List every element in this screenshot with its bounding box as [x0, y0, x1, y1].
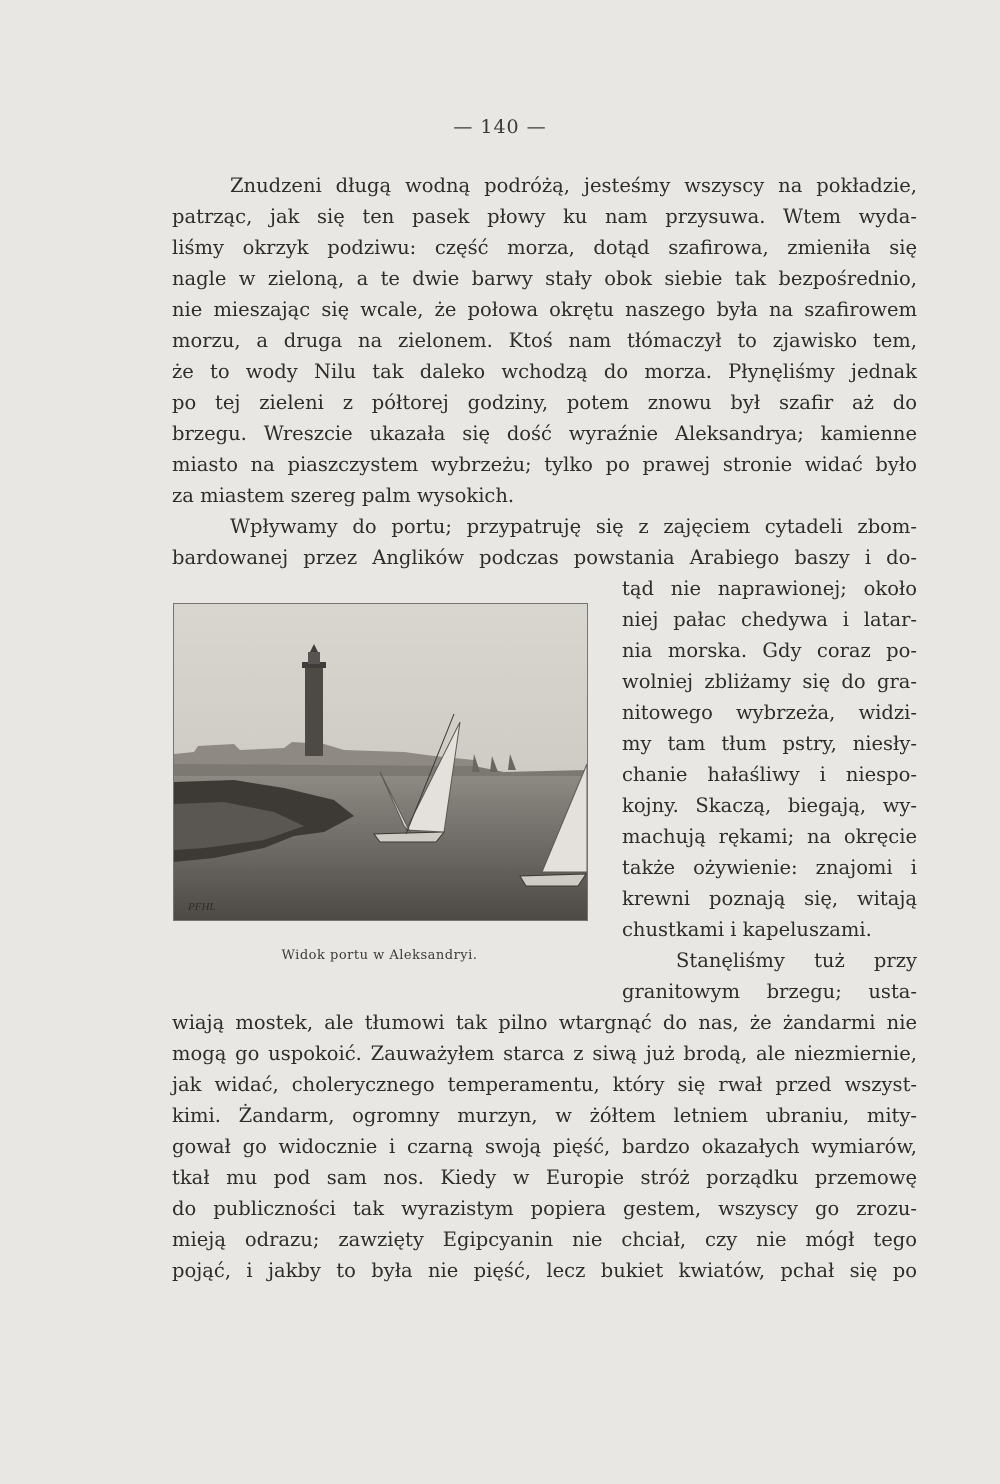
text-line: patrząc, jak się ten pasek płowy ku nam przysuwa. Wtem wyda- — [172, 205, 917, 228]
text-line: tąd nie naprawionej; około — [622, 577, 917, 600]
text-line: pojąć, i jakby to była nie pięść, lecz bukiet kwiatów, pchał się po — [172, 1259, 917, 1282]
text-line: gował go widocznie i czarną swoją pięść, bardzo okazałych wymiarów, — [172, 1135, 917, 1158]
text-line: Stanęliśmy tuż przy — [676, 949, 917, 972]
text-line: kojny. Skaczą, biegają, wy- — [622, 794, 917, 817]
artist-signature: PFHL — [188, 901, 216, 913]
harbor-photo — [174, 604, 587, 920]
text-line: brzegu. Wreszcie ukazała się dość wyraźnie Aleksandrya; kamienne — [172, 422, 917, 445]
harbor-illustration — [173, 603, 588, 921]
text-line: tkał mu pod sam nos. Kiedy w Europie stróż porządku przemowę — [172, 1166, 917, 1189]
text-line: wolniej zbliżamy się do gra- — [622, 670, 917, 693]
page-number: — 140 — — [453, 116, 547, 138]
text-line: do publiczności tak wyrazistym popiera gestem, wszyscy go zrozu- — [172, 1197, 917, 1220]
text-line: mogą go uspokoić. Zauważyłem starca z siwą już brodą, ale niezmiernie, — [172, 1042, 917, 1065]
text-line: także ożywienie: znajomi i — [622, 856, 917, 879]
text-line: kimi. Żandarm, ogromny murzyn, w żółtem letniem ubraniu, mity- — [172, 1104, 917, 1127]
text-line: chustkami i kapeluszami. — [622, 918, 872, 941]
figure-caption: Widok portu w Aleksandryi. — [281, 948, 478, 963]
text-line: nagle w zieloną, a te dwie barwy stały obok siebie tak bezpośrednio, — [172, 267, 917, 290]
text-line: morzu, a druga na zielonem. Ktoś nam tłómaczył to zjawisko tem, — [172, 329, 917, 352]
text-line: liśmy okrzyk podziwu: część morza, dotąd szafirowa, zmieniła się — [172, 236, 917, 259]
text-line: krewni poznają się, witają — [622, 887, 917, 910]
text-line: nie mieszając się wcale, że połowa okrętu naszego była na szafirowem — [172, 298, 917, 321]
text-line: że to wody Nilu tak daleko wchodzą do morza. Płynęliśmy jednak — [172, 360, 917, 383]
text-line: za miastem szereg palm wysokich. — [172, 484, 515, 507]
text-line: machują rękami; na okręcie — [622, 825, 917, 848]
text-line: nitowego wybrzeża, widzi- — [622, 701, 917, 724]
text-line: miasto na piaszczystem wybrzeżu; tylko po prawej stronie widać było — [172, 453, 917, 476]
text-line: bardowanej przez Anglików podczas powstania Arabiego baszy i do- — [172, 546, 917, 569]
text-line: chanie hałaśliwy i niespo- — [622, 763, 917, 786]
text-line: granitowym brzegu; usta- — [622, 980, 917, 1003]
text-line: po tej zieleni z półtorej godziny, potem znowu był szafir aż do — [172, 391, 917, 414]
text-line: niej pałac chedywa i latar- — [622, 608, 917, 631]
text-line: mieją odrazu; zawzięty Egipcyanin nie chciał, czy nie mógł tego — [172, 1228, 917, 1251]
text-line: Znudzeni długą wodną podróżą, jesteśmy wszyscy na pokładzie, — [230, 174, 917, 197]
text-line: nia morska. Gdy coraz po- — [622, 639, 917, 662]
text-line: wiają mostek, ale tłumowi tak pilno wtargnąć do nas, że żandarmi nie — [172, 1011, 917, 1034]
text-line: jak widać, cholerycznego temperamentu, który się rwał przed wszyst- — [172, 1073, 917, 1096]
text-line: my tam tłum pstry, niesły- — [622, 732, 917, 755]
text-line: Wpływamy do portu; przypatruję się z zajęciem cytadeli zbom- — [230, 515, 917, 538]
